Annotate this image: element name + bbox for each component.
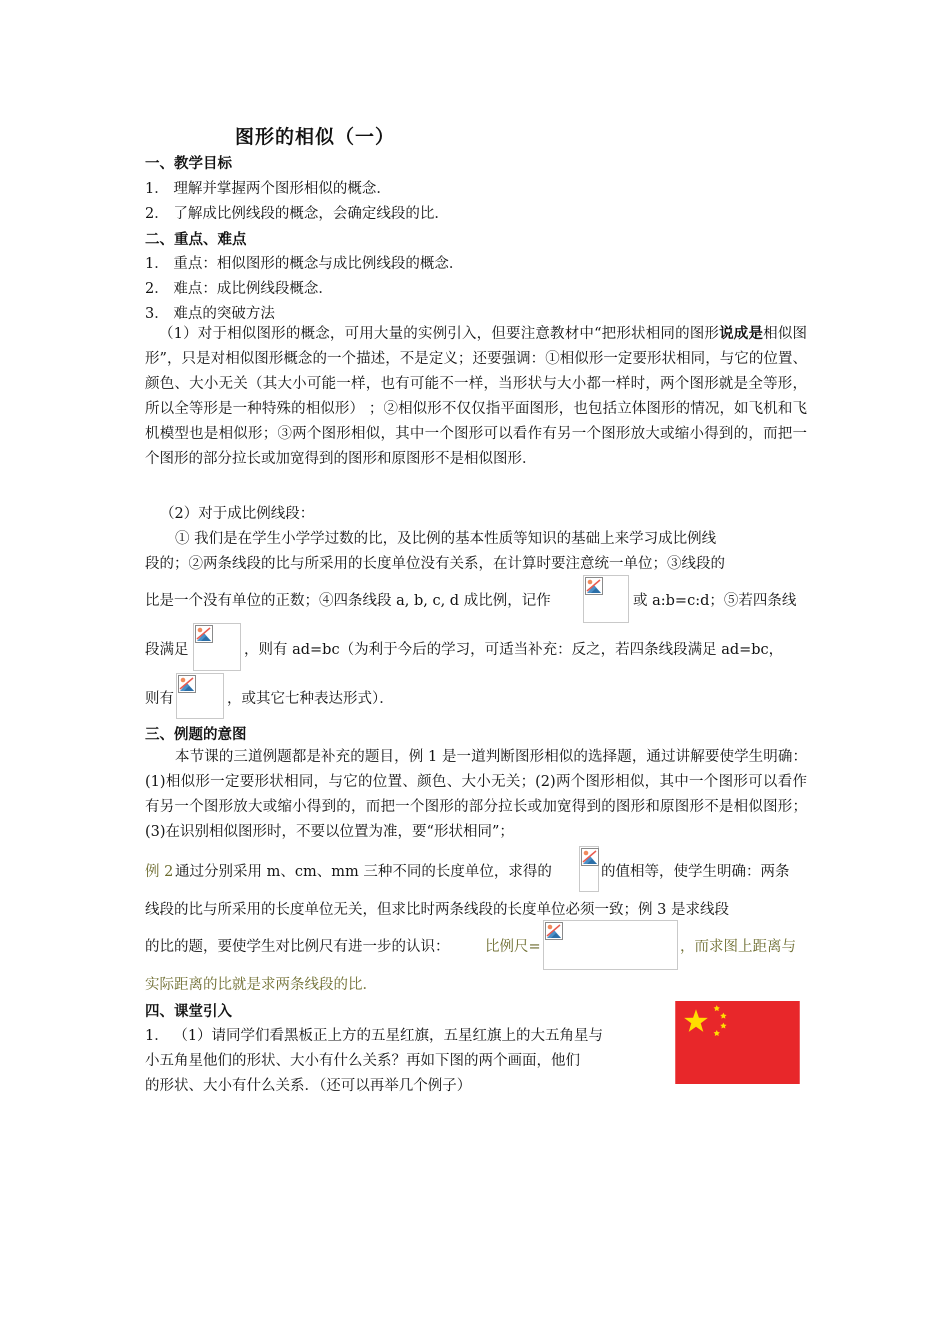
paragraph-text: 相似图形”，只是对相似图形概念的一个描述，不是定义；还要强调：①相似形一定要形状相同，与它的位置、颜色、大小无关（其大小可能一样，也有可能不一样，当形状与大小都一样时，两个图形就是全等形，所以全等形是一种特殊的相似形） ；②相似形不仅仅指平面图形，也包括立体图形的情况，如飞机和飞机模型也是相似形；③两个图形相似，其中一个图形可以看作有另一个图形放大或缩小得到的，而把一个图形的部分拉长或加宽得到的图形和原图形不是相似图形． (145, 326, 808, 467)
section-heading-examples: 三、例题的意图 (145, 727, 247, 743)
paragraph-text: 段满足 (145, 642, 189, 658)
section-heading-intro: 四、课堂引入 (145, 1004, 232, 1020)
paragraph-line: 小五角星他们的形状、大小有什么关系？再如下图的两个画面，他们 (145, 1053, 580, 1069)
paragraph-text: 的比的题，要使学生对比例尺有进一步的认识： (145, 939, 450, 955)
paragraph-text: ，则有 ad=bc（为利于今后的学习，可适当补充：反之，若四条线段满足 ad=bc， (244, 642, 784, 658)
paragraph-line: ① 我们是在学生小学学过数的比，及比例的基本性质等知识的基础上来学习成比例线 (175, 531, 717, 547)
formula-image-placeholder (176, 673, 224, 719)
paragraph-text: 或 a:b=c:d；⑤若四条线 (633, 593, 797, 609)
section-heading-goals: 一、教学目标 (145, 156, 232, 172)
flag-background (675, 1001, 800, 1084)
formula-image-placeholder (193, 623, 241, 671)
formula-image-placeholder (583, 575, 629, 623)
goal-item: 2． 了解成比例线段的概念，会确定线段的比． (145, 206, 449, 222)
highlighted-line: 实际距离的比就是求两条线段的比． (145, 977, 377, 993)
paragraph-examples: 本节课的三道例题都是补充的题目，例 1 是一道判断图形相似的选择题，通过讲解要使学生明确：(1)相似形一定要形状相同，与它的位置、颜色、大小无关；(2)两个图形相似，其中一个图形可以看作有另一个图形放大或缩小得到的，而把一个图形的部分拉长或加宽得到的图形和原图形不是相似图形；(3)在识别相似图形时，不要以位置为准，要“形状相同”； (145, 749, 807, 840)
keypoint-item: 1． 重点：相似图形的概念与成比例线段的概念． (145, 256, 464, 272)
paragraph-line: 线段的比与所采用的长度单位无关，但求比时两条线段的长度单位必须一致；例 3 是求线段 (145, 902, 729, 918)
broken-image-icon (585, 577, 603, 595)
goal-item: 1． 理解并掌握两个图形相似的概念． (145, 181, 391, 197)
broken-image-icon (545, 922, 563, 940)
paragraph-line: 段的；②两条线段的比与所采用的长度单位没有关系，在计算时要注意统一单位；③线段的 (145, 556, 725, 572)
paragraph-text: 通过分别采用 m、cm、mm 三种不同的长度单位，求得的 (175, 864, 552, 880)
section-heading-keypoints: 二、重点、难点 (145, 232, 247, 248)
paragraph-text: 比是一个没有单位的正数；④四条线段 a, b, c, d 成比例，记作 (145, 593, 551, 609)
keypoint-item: 2． 难点：成比例线段概念． (145, 281, 333, 297)
broken-image-icon (178, 675, 196, 693)
emphasis-text: 说成是 (719, 326, 764, 342)
paragraph-text: （1）对于相似图形的概念，可用大量的实例引入，但要注意教材中“把形状相同的图形 (159, 326, 720, 342)
document-title: 图形的相似（一） (235, 126, 396, 148)
subheading-proportional-segments: （2）对于成比例线段： (160, 506, 315, 522)
paragraph-text: ，或其它七种表达形式）． (227, 691, 394, 707)
five-star-red-flag-image (675, 1001, 800, 1084)
paragraph-line: 1． （1）请同学们看黑板正上方的五星红旗，五星红旗上的大五角星与 (145, 1028, 604, 1044)
broken-image-icon (581, 848, 599, 866)
paragraph-text: 的值相等，使学生明确：两条 (601, 864, 790, 880)
formula-image-placeholder (543, 920, 678, 970)
paragraph-line: 的形状、大小有什么关系．（还可以再举几个例子） (145, 1078, 472, 1094)
highlighted-text: 比例尺= (485, 939, 541, 955)
keypoint-item: 3． 难点的突破方法 (145, 306, 275, 322)
broken-image-icon (195, 625, 213, 643)
paragraph-similar-figures (145, 322, 807, 472)
formula-image-placeholder (579, 846, 599, 892)
paragraph-text: 则有 (145, 691, 174, 707)
highlighted-text: 例 2 (145, 864, 174, 880)
highlighted-text: ，而求图上距离与 (680, 939, 796, 955)
